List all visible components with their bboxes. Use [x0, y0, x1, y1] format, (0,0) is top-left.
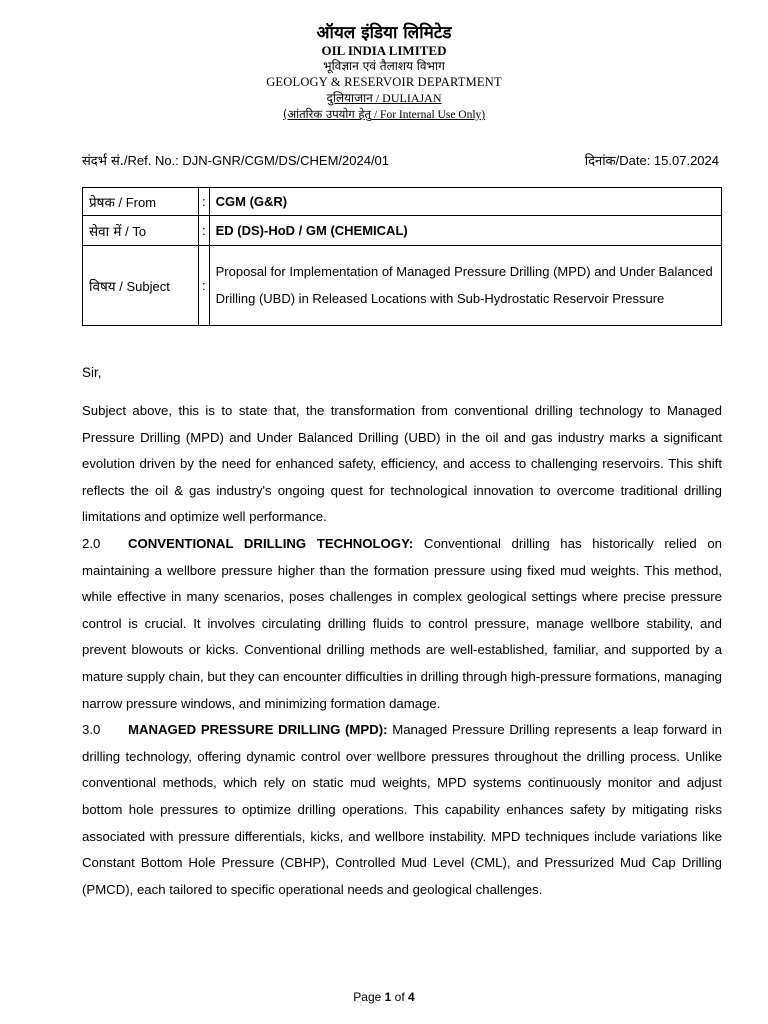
subject-row [83, 246, 722, 326]
subject-label [83, 246, 199, 326]
date-label: /Date: [615, 153, 654, 168]
to-label [83, 216, 199, 246]
from-english: / From [114, 194, 157, 210]
page-footer [0, 990, 768, 1004]
to-value: ED (DS)-HoD / GM (CHEMICAL) [209, 216, 721, 246]
internal-use-english: / For Internal Use Only) [371, 109, 486, 121]
salutation: Sir, [82, 365, 102, 380]
letter-body [82, 398, 722, 903]
section-3-number: 3.0 [82, 722, 101, 738]
from-row [83, 188, 722, 216]
from-value: CGM (G&R) [209, 188, 721, 216]
section-2-text: Conventional drilling has historically relied on maintaining a wellbore pressure higher than the formation pressure using fixed mud weights. This method, while effective in many scenarios, poses challenges in complex geological settings where precise pressure control is crucial. It involves circulating drilling fluids to control pressure, manage wellbore stability, and prevent blowouts or kicks. Conventional drilling methods are well-established, familiar, and supported by a mature supply chain, but they can encounter difficulties in drilling through high-pressure formations, managing narrow pressure windows, and minimizing formation damage. [82, 535, 722, 711]
to-hindi: सेवा में [89, 223, 122, 240]
header-table [82, 187, 722, 326]
company-name-hindi: ऑयल इंडिया लिमिटेड [316, 23, 452, 43]
subject-colon: : [199, 246, 210, 326]
date-hindi-label: दिनांक [584, 154, 616, 169]
ref-label: /Ref. No.: [123, 153, 183, 168]
section-2-paragraph [82, 531, 722, 717]
internal-use-note [0, 106, 768, 123]
to-colon: : [199, 216, 210, 246]
internal-use-hindi: (आंतरिक उपयोग हेतु [282, 107, 372, 121]
section-2-number: 2.0 [82, 535, 101, 551]
to-row [83, 216, 722, 246]
section-2-heading: CONVENTIONAL DRILLING TECHNOLOGY: [128, 535, 414, 551]
ref-value: DJN-GNR/CGM/DS/CHEM/2024/01 [182, 153, 390, 168]
page-label: Page [353, 990, 385, 1004]
from-colon: : [199, 188, 210, 216]
intro-paragraph: Subject above, this is to state that, the transformation from conventional drilling technology to Managed Pressure Drilling (MPD) and Under Balanced Drilling (UBD) in the oil and gas industry marks a significant evolution driven by the need for enhanced safety, efficiency, and access to challenging reservoirs. This shift reflects the oil & gas industry's ongoing quest for technological innovation to overcome traditional drilling limitations and optimize well performance. [82, 403, 722, 525]
letterhead [0, 22, 768, 123]
page-total: 4 [408, 990, 415, 1004]
location: दुलियाजान / DULIAJAN [326, 91, 442, 105]
department-name-hindi: भूविज्ञान एवं तैलाशय विभाग [323, 59, 445, 73]
to-english: / To [121, 223, 147, 239]
section-3-paragraph [82, 717, 722, 903]
page-current: 1 [384, 990, 392, 1004]
from-label [83, 188, 199, 216]
section-3-heading: MANAGED PRESSURE DRILLING (MPD): [128, 722, 388, 738]
date-value: 15.07.2024 [653, 153, 719, 168]
subject-value: Proposal for Implementation of Managed Pressure Drilling (MPD) and Under Balanced Drilling (UBD) in Released Locations with Sub-Hydrostatic Reservoir Pressure [209, 246, 721, 326]
reference-line [82, 151, 719, 169]
subject-hindi: विषय [89, 278, 116, 295]
department-name: GEOLOGY & RESERVOIR DEPARTMENT [266, 75, 502, 89]
company-name: OIL INDIA LIMITED [321, 43, 447, 58]
subject-english: / Subject [115, 278, 170, 294]
page-of-label: of [391, 990, 409, 1004]
section-3-text: Managed Pressure Drilling represents a leap forward in drilling technology, offering dynamic control over wellbore pressures throughout the drilling process. Unlike conventional methods, which rely on static mud weights, MPD systems continuously monitor and adjust bottom hole pressures to optimize drilling operations. This capability enhances safety by mitigating risks associated with pressure differentials, kicks, and wellbore instability. MPD techniques include variations like Constant Bottom Hole Pressure (CBHP), Controlled Mud Level (CML), and Pressurized Mud Cap Drilling (PMCD), each tailored to specific operational needs and geological challenges. [82, 722, 722, 897]
from-hindi: प्रेषक [89, 194, 115, 211]
reference-date [585, 151, 719, 169]
ref-hindi-label: संदर्भ सं. [82, 154, 124, 169]
reference-number [82, 151, 389, 169]
